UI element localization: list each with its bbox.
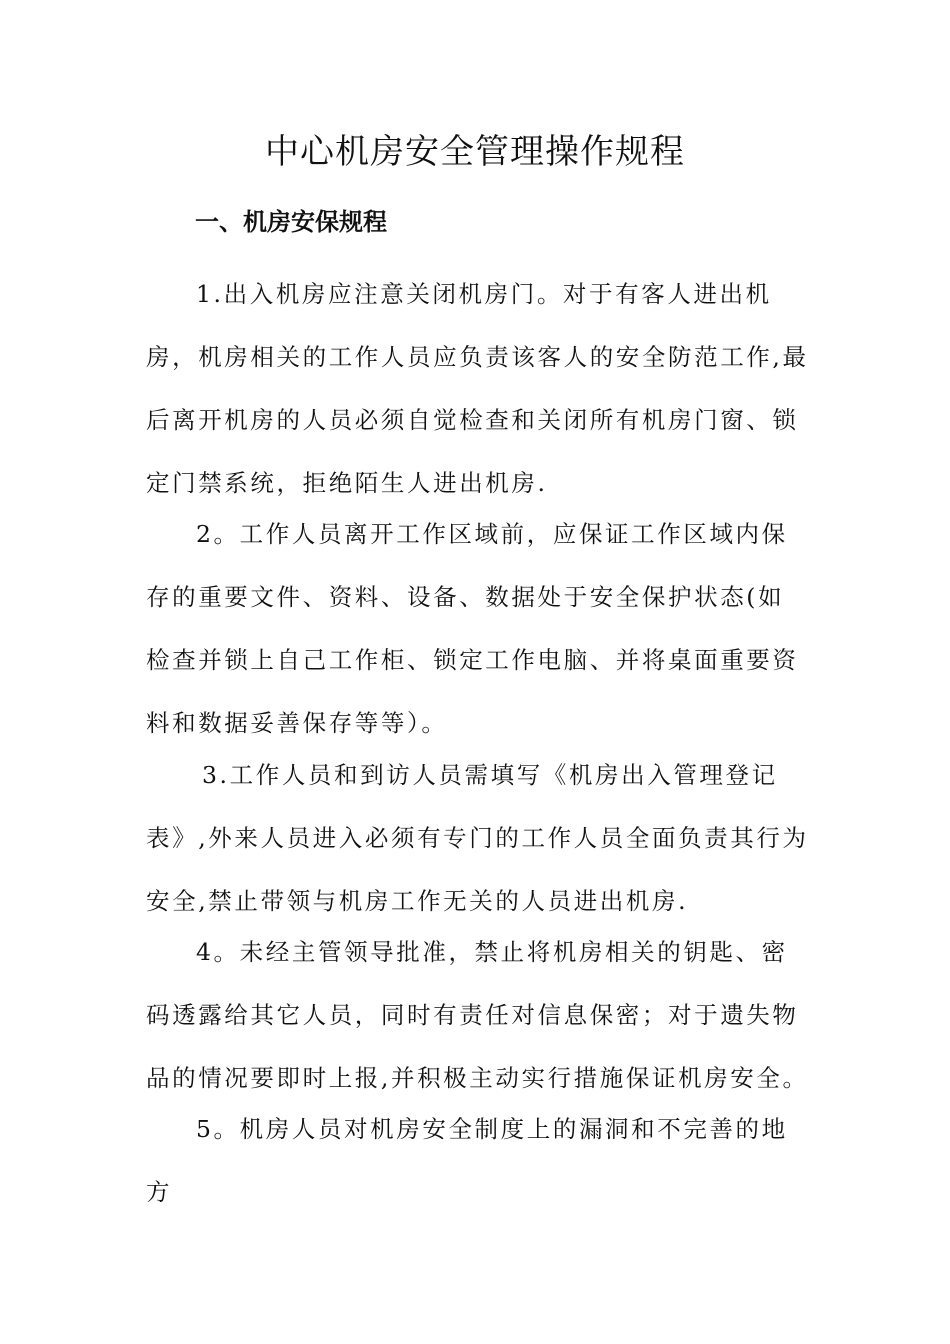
paragraph-1: 1.出入机房应注意关闭机房门。对于有客人进出机房，机房相关的工作人员应负责该客人的安全防范工作,最后离开机房的人员必须自觉检查和关闭所有机房门窗、锁定门禁系统，拒绝陌生人进出机房. [146,280,809,497]
paragraph-3: 3.工作人员和到访人员需填写《机房出入管理登记表》,外来人员进入必须有专门的工作人员全面负责其行为安全,禁止带领与机房工作无关的人员进出机房. [146,761,809,915]
paragraph-2: 2。工作人员离开工作区域前，应保证工作区域内保存的重要文件、资料、设备、数据处于安全保护状态(如检查并锁上自己工作柜、锁定工作电脑、并将桌面重要资料和数据妥善保存等等）。 [146,520,799,737]
document-title: 中心机房安全管理操作规程 [265,132,685,172]
paragraph-5: 5。机房人员对机房安全制度上的漏洞和不完善的地方 [146,1115,788,1206]
section-heading: 一、机房安保规程 [195,208,387,236]
paragraph-4: 4。未经主管领导批准，禁止将机房相关的钥匙、密码透露给其它人员，同时有责任对信息保密；对于遗失物品的情况要即时上报,并积极主动实行措施保证机房安全。 [146,938,809,1092]
